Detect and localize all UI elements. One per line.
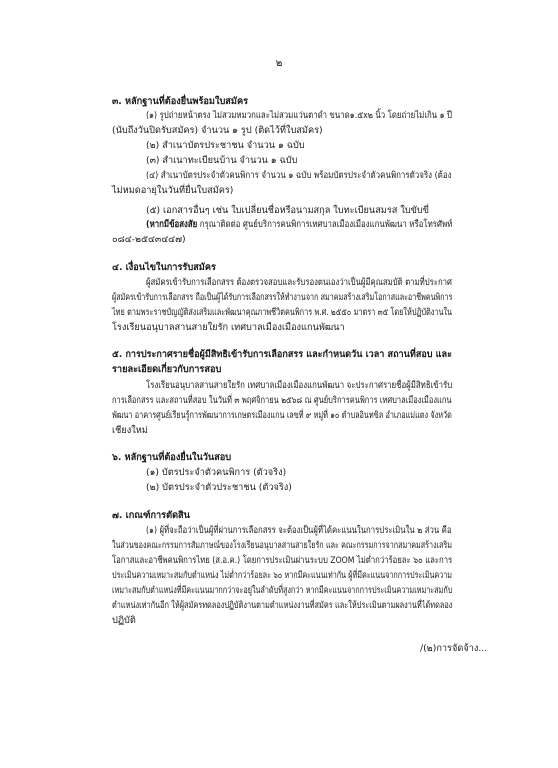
contact-text: กรุณาติดต่อ ศูนย์บริการคนพิการเทศบาลเมืองเมืองแกนพัฒนา หรือโทรศัพท์ [199, 219, 453, 230]
section-3-line: (นับถึงวันปิดรับสมัคร) จำนวน ๑ รูป (ติดไว้ที่ใบสมัคร) [112, 125, 323, 136]
section-7-line: ตำแหน่งเท่ากันอีก ให้ผู้สมัครทดลองปฏิบัติงานตามตำแหน่งงานที่สมัคร และให้ประเมินตามผลงานที่ได้ทดลอง [112, 600, 453, 611]
section-4-line: ผู้สมัครเข้ารับการเลือกสรร ต้องตรวจสอบและรับรองตนเองว่าเป็นผู้มีคุณสมบัติ ตามที่ประกาศ [146, 277, 452, 288]
section-5-line: พัฒนา อาคารศูนย์เรียนรู้การพัฒนาการเกษตรเมืองแกน เลขที่ ๙ หมู่ที่ ๑๐ ตำบลอินทขิล อำเภอแม่แตง จังหวัด [112, 410, 452, 421]
section-3-line: (๕) เอกสารอื่นๆ เช่น ใบเปลี่ยนชื่อหรือนามสกุล ใบทะเบียนสมรส ใบขับขี่ [146, 205, 430, 216]
page-number: ๒ [275, 58, 283, 69]
section-4-line: ไทย ตามพระราชบัญญัติส่งเสริมและพัฒนาคุณภาพชีวิตคนพิการ พ.ศ. ๒๕๕๐ มาตรา ๓๕ โดยให้ปฏิบัติงานใน [112, 307, 453, 318]
section-3-line: (๔) สำเนาบัตรประจำตัวคนพิการ จำนวน ๑ ฉบับ พร้อมบัตรประจำตัวคนพิการตัวจริง (ต้อง [146, 170, 452, 181]
section-4-line: ผู้สมัครเข้ารับการเลือกสรร ถือเป็นผู้ได้รับการเลือกสรรให้ทำงานจาก สมาคมสร้างเสริมโอกาสและอาชีพคนพิการ [112, 292, 453, 303]
section-6-line: (๒) บัตรประจำตัวประชาชน (ตัวจริง) [146, 482, 292, 493]
section-7-line: โอกาสและอาชีพคนพิการไทย (ส.อ.ค.) โดยการประเมินผ่านระบบ ZOOM ไม่ต่ำกว่าร้อยละ ๖๐ และการ [112, 555, 453, 566]
section-4-line: โรงเรียนอนุบาลสานสายใยรัก เทศบาลเมืองเมืองแกนพัฒนา [112, 322, 345, 333]
section-7-title: ๗. เกณฑ์การตัดสิน [112, 510, 190, 521]
section-7-line: (๑) ผู้ที่จะถือว่าเป็นผู้ที่ผ่านการเลือกสรร จะต้องเป็นผู้ที่ได้คะแนนในการประเมินใน ๒ ส่วน คือ [146, 525, 452, 536]
section-5-line: โรงเรียนอนุบาลสานสายใยรัก เทศบาลเมืองเมืองแกนพัฒนา จะประกาศรายชื่อผู้มีสิทธิเข้ารับ [146, 380, 453, 391]
section-5-line: เชียงใหม่ [112, 425, 148, 436]
section-3-title: ๓. หลักฐานที่ต้องยื่นพร้อมใบสมัคร [112, 96, 249, 107]
section-7-line: ปฏิบัติ [112, 615, 136, 626]
section-7-line: เหมาะสมกับตำแหน่งที่มีคะแนนมากกว่าจะอยู่ในลำดับที่สูงกว่า หากมีคะแนนจากการประเมินความเหมาะสมกับ [112, 585, 453, 596]
section-3-line: (๒) สำเนาบัตรประชาชน จำนวน ๑ ฉบับ [146, 140, 305, 151]
section-6-line: (๑) บัตรประจำตัวคนพิการ (ตัวจริง) [146, 467, 287, 478]
contact-bold-prefix: (หากมีข้อสงสัย [146, 219, 198, 230]
section-4-title: ๔. เงื่อนไขในการรับสมัคร [112, 262, 216, 273]
section-3-line: (๑) รูปถ่ายหน้าตรง ไม่สวมหมวกและไม่สวมแว่นตาดำ ขนาด๑.๕x๒ นิ้ว โดยถ่ายไม่เกิน ๑ ปี [146, 110, 453, 121]
section-7-line: ประเมินความเหมาะสมกับตำแหน่ง ไม่ต่ำกว่าร้อยละ ๖๐ หากมีคะแนนเท่ากัน ผู้ที่มีคะแนนจากการประเมินความ [112, 570, 453, 581]
section-6-title: ๖. หลักฐานที่ต้องยื่นในวันสอบ [112, 452, 232, 463]
section-3-line: (๓) สำเนาทะเบียนบ้าน จำนวน ๑ ฉบับ [146, 155, 298, 166]
section-3-line: ๐๘๔-๒๕๔๓๔๔๗) [112, 234, 186, 245]
section-3-contact-line [146, 219, 452, 231]
section-5-line: การเลือกสรร และสถานที่สอบ ในวันที่ ๓ พฤศจิกายน ๒๕๖๘ ณ ศูนย์บริการคนพิการ เทศบาลเมืองเมืองแกน [112, 395, 452, 406]
continuation-note: /(๒)การจัดจ้าง... [420, 643, 488, 654]
section-5-title: ๕. การประกาศรายชื่อผู้มีสิทธิเข้ารับการเลือกสรร และกำหนดวัน เวลา สถานที่สอบ และ [112, 349, 452, 360]
section-5-title-cont: รายละเอียดเกี่ยวกับการสอบ [112, 364, 222, 375]
section-3-line: ไม่หมดอายุในวันที่ยื่นใบสมัคร) [112, 185, 234, 196]
section-7-line: ในส่วนของคณะกรรมการสัมภาษณ์ของโรงเรียนอนุบาลสานสายใยรัก และ คณะกรรมการจากสมาคมสร้างเสริม [112, 540, 453, 551]
